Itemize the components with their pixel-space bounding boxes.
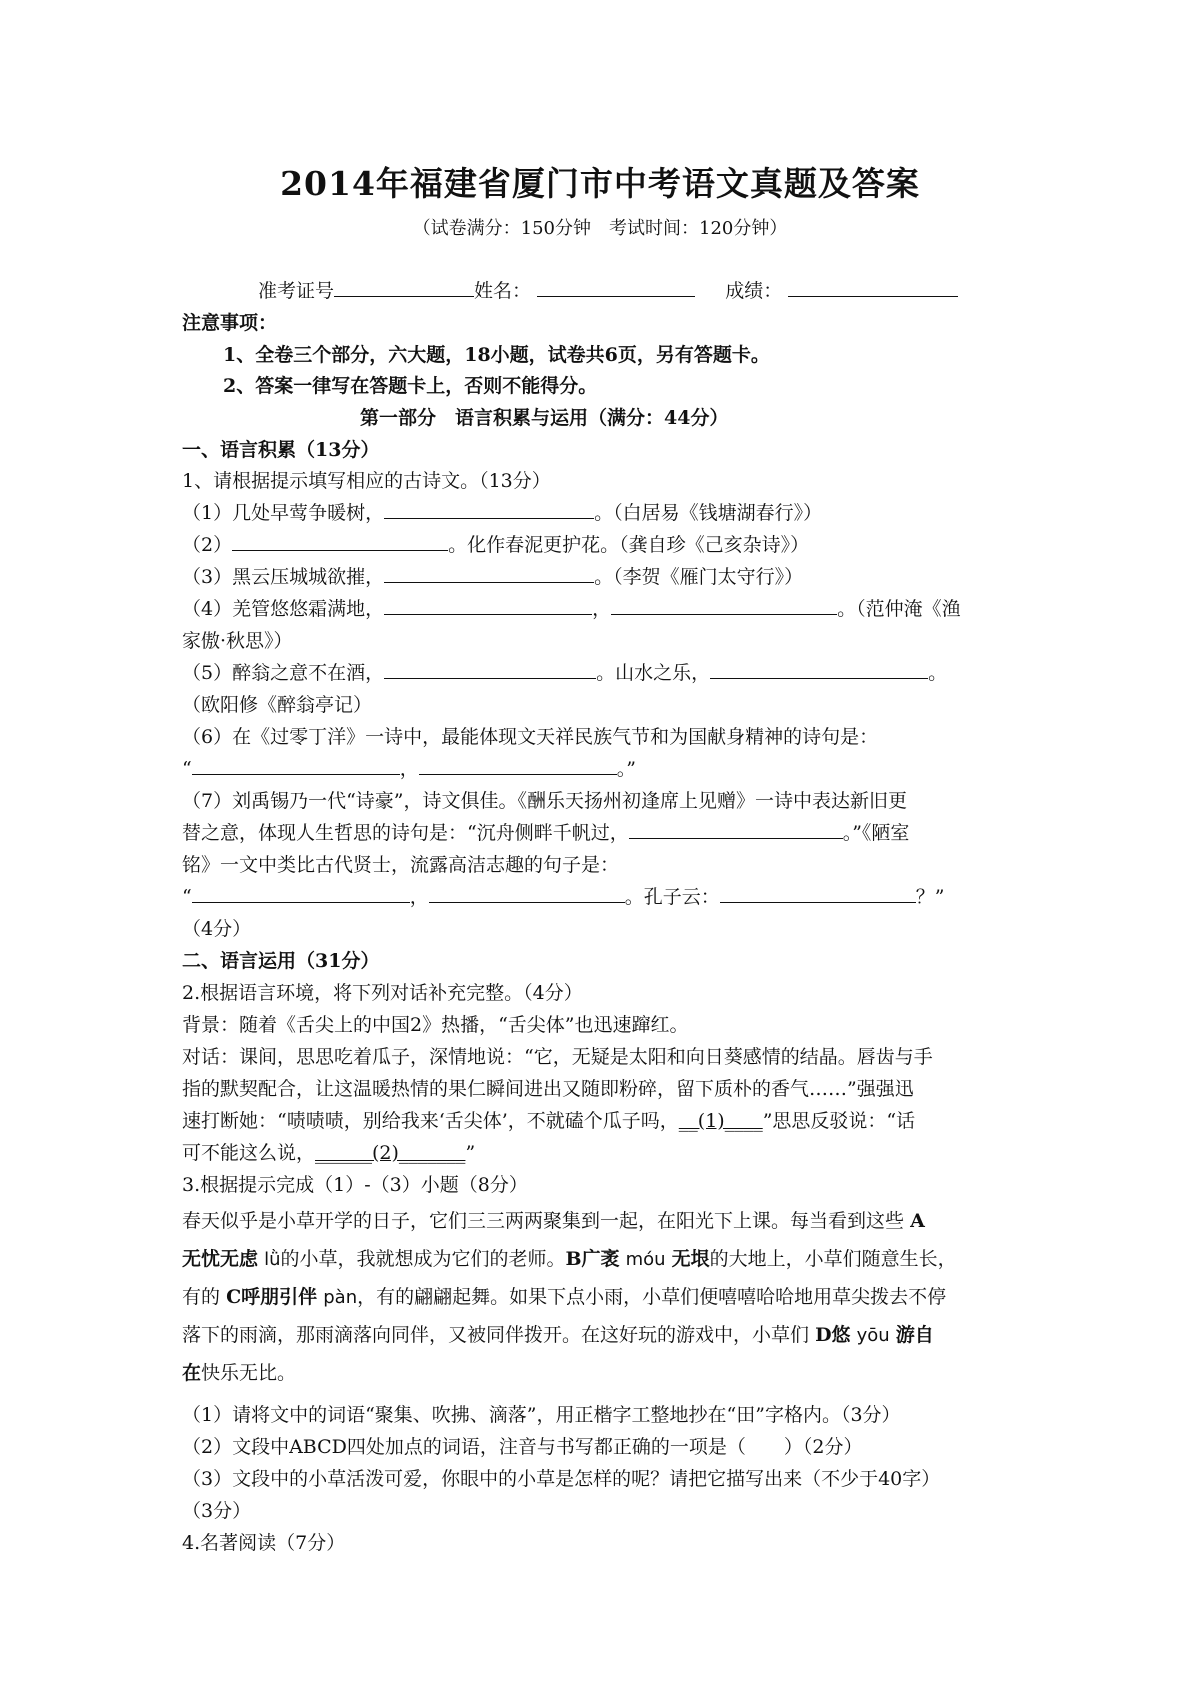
text: ， xyxy=(399,758,419,780)
answer-blank xyxy=(384,562,594,583)
question-4: 4.名著阅读（7分） xyxy=(182,1532,346,1554)
text: 。化作春泥更护花。（龚自珍《己亥杂诗》） xyxy=(448,534,810,556)
score-blank xyxy=(788,276,958,297)
dialogue-line xyxy=(182,1106,1028,1136)
notice-item-2: 2、答案一律写在答题卡上，否则不能得分。 xyxy=(223,375,598,397)
item-3-3: （3）文段中的小草活泼可爱，你眼中的小草是怎样的呢？请把它描写出来（不少于40字） xyxy=(182,1468,941,1490)
text: 可不能这么说， xyxy=(182,1142,316,1164)
option-a-label: A xyxy=(910,1210,925,1232)
text: 。（白居易《钱塘湖春行》） xyxy=(594,502,823,524)
item-1-5 xyxy=(182,658,1028,688)
dialogue-line: 对话：课间，思思吃着瓜子，深情地说：“它，无疑是太阳和向日葵感情的结晶。唇齿与手 xyxy=(182,1046,933,1068)
answer-blank xyxy=(429,882,625,903)
answer-blank xyxy=(720,882,916,903)
option-b-word-2: 无垠 xyxy=(671,1248,710,1270)
answer-blank xyxy=(192,754,400,775)
text: ， xyxy=(592,598,612,620)
option-c-word: C呼朋引伴 xyxy=(226,1286,318,1308)
item-1-4 xyxy=(182,594,1028,624)
item-1-7-d: 铭》一文中类比古代贤士，流露高洁志趣的句子是： xyxy=(182,854,620,876)
text: ，有的翩翩起舞。如果下点小雨，小草们便嘻嘻哈哈地用草尖拨去不停 xyxy=(357,1286,947,1308)
text: ”思思反驳说：“话 xyxy=(762,1110,916,1132)
pinyin: yōu xyxy=(856,1325,890,1346)
answer-blank xyxy=(611,594,837,615)
item-1-7: （7）刘禹锡乃一代“诗豪”，诗文俱佳。《酬乐天扬州初逢席上见赠》一诗中表达新旧更 xyxy=(182,790,908,812)
text: 落下的雨滴，那雨滴落向同伴，又被同伴拨开。在这好玩的游戏中，小草们 xyxy=(182,1324,810,1346)
text: 有的 xyxy=(182,1286,221,1308)
page-subtitle: （试卷满分：150分钟 考试时间：120分钟） xyxy=(412,218,788,239)
item-1-7-blanks xyxy=(182,882,1028,912)
answer-blank xyxy=(419,754,617,775)
text: “ xyxy=(182,886,192,908)
item-1-3 xyxy=(182,562,1028,592)
item-3-1: （1）请将文中的词语“聚集、吹拂、滴落”，用正楷字工整地抄在“田”字格内。（3分） xyxy=(182,1404,901,1426)
text: 的大地上，小草们随意生长， xyxy=(709,1248,957,1270)
option-b-word: B广袤 xyxy=(565,1248,620,1270)
text: 。” xyxy=(616,758,636,780)
page-title: 2014年福建省厦门市中考语文真题及答案 xyxy=(280,164,920,203)
text: ， xyxy=(409,886,429,908)
name-blank xyxy=(537,276,695,297)
score-label: 成绩： xyxy=(725,280,783,302)
passage-line xyxy=(182,1279,1028,1316)
option-d-word-3: 在 xyxy=(182,1362,202,1384)
candidate-info-row xyxy=(258,276,1028,306)
passage-line xyxy=(182,1203,1028,1239)
text: 。（范仲淹《渔 xyxy=(837,598,961,620)
passage-line xyxy=(182,1241,1028,1278)
item-1-4-cont: 家傲·秋思》） xyxy=(182,630,293,652)
text: （3）黑云压城城欲摧， xyxy=(182,566,385,588)
item-1-6-blanks xyxy=(182,754,1028,784)
text: 。孔子云： xyxy=(624,886,720,908)
item-3-2: （2）文段中ABCD四处加点的词语，注音与书写都正确的一项是（ ）（2分） xyxy=(182,1436,863,1458)
section1-heading: 一、语言积累（13分） xyxy=(182,439,380,461)
question-3: 3.根据提示完成（1）-（3）小题（8分） xyxy=(182,1174,528,1196)
text: 替之意，体现人生哲思的诗句是：“沉舟侧畔千帆过， xyxy=(182,822,629,844)
answer-blank xyxy=(710,658,928,679)
ticket-blank xyxy=(334,276,474,297)
section2-heading: 二、语言运用（31分） xyxy=(182,950,380,972)
option-d-word: D悠 xyxy=(815,1324,851,1346)
text: （1）几处早莺争暖树， xyxy=(182,502,385,524)
item-1-5-cont: （欧阳修《醉翁亭记） xyxy=(182,694,373,716)
ticket-label: 准考证号 xyxy=(258,280,335,302)
item-1-7-b xyxy=(182,818,1028,848)
text: ” xyxy=(465,1142,476,1164)
item-1-7-score: （4分） xyxy=(182,918,252,940)
dialogue-line: 指的默契配合，让这温暖热情的果仁瞬间进出又随即粉碎，留下质朴的香气……”强强迅 xyxy=(182,1078,914,1100)
pinyin: pàn xyxy=(323,1287,358,1308)
text: 快乐无比。 xyxy=(201,1362,297,1384)
text: 的小草，我就想成为它们的老师。 xyxy=(280,1248,566,1270)
name-label: 姓名： xyxy=(474,280,532,302)
text: 春天似乎是小草开学的日子，它们三三两两聚集到一起，在阳光下上课。每当看到这些 xyxy=(182,1210,905,1232)
text: “ xyxy=(182,758,192,780)
answer-blank-2: ______(2)_______ xyxy=(315,1142,466,1164)
text: 速打断她：“啧啧啧，别给我来‘舌尖体’，不就磕个瓜子吗， xyxy=(182,1110,679,1132)
dialogue-line xyxy=(182,1138,1028,1168)
part1-heading: 第一部分 语言积累与运用（满分：44分） xyxy=(360,407,729,429)
option-d-word-2: 游自 xyxy=(895,1324,934,1346)
answer-blank xyxy=(384,594,592,615)
answer-blank xyxy=(384,498,594,519)
answer-blank xyxy=(192,882,410,903)
text: 。 xyxy=(928,662,948,684)
text: （2） xyxy=(182,534,233,556)
passage-line xyxy=(182,1317,1028,1354)
option-a-word: 无忧无虑 xyxy=(182,1248,259,1270)
question-1: 1、请根据提示填写相应的古诗文。（13分） xyxy=(182,470,551,492)
text: （4）羌管悠悠霜满地， xyxy=(182,598,385,620)
text: 。（李贺《雁门太守行》） xyxy=(594,566,804,588)
text: 。山水之乐， xyxy=(596,662,711,684)
pinyin: lǜ xyxy=(264,1249,281,1270)
answer-blank xyxy=(629,818,843,839)
question-2: 2.根据语言环境，将下列对话补充完整。（4分） xyxy=(182,982,583,1004)
passage-line xyxy=(182,1355,1028,1391)
pinyin: móu xyxy=(625,1249,666,1270)
answer-blank xyxy=(232,530,448,551)
item-3-3-score: （3分） xyxy=(182,1500,252,1522)
item-1-6: （6）在《过零丁洋》一诗中，最能体现文天祥民族气节和为国献身精神的诗句是： xyxy=(182,726,879,748)
item-1-1 xyxy=(182,498,1028,528)
text: 。”《陋室 xyxy=(842,822,910,844)
notice-item-1: 1、全卷三个部分，六大题，18小题，试卷共6页，另有答题卡。 xyxy=(223,344,770,366)
answer-blank xyxy=(384,658,596,679)
background-text: 背景：随着《舌尖上的中国2》热播，“舌尖体”也迅速蹿红。 xyxy=(182,1014,689,1036)
notice-heading: 注意事项： xyxy=(182,312,278,334)
answer-blank-1: __(1)____ xyxy=(678,1110,763,1132)
item-1-2 xyxy=(182,530,1028,560)
text: ？” xyxy=(915,886,945,908)
text: （5）醉翁之意不在酒， xyxy=(182,662,385,684)
